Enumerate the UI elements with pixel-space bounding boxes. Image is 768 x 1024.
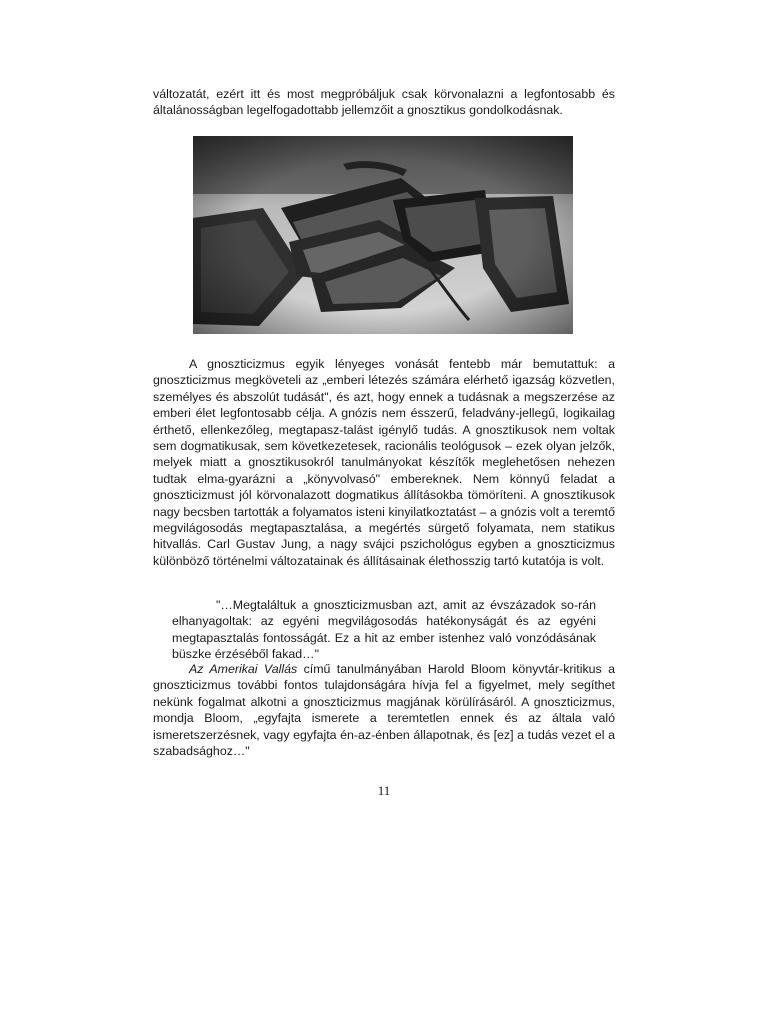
book-title: Az Amerikai Vallás [189,662,298,676]
codices-photograph [193,136,573,334]
intro-text: változatát, ezért itt és most megpróbáljuk csak körvonalazni a legfontosabb és általánosságban legelfogadottabb jellemzőit a gnosztikus gondolkodásnak. [153,87,615,118]
bloom-paragraph [153,661,615,759]
intro-paragraph [153,86,615,119]
main-paragraph [153,356,615,569]
bloom-paragraph-text: című tanulmányában Harold Bloom könyvtár-kritikus a gnoszticizmus további fontos tulajdonságára hívja fel a figyelmet, mely segíthet nekünk fogalmat alkotni a gnoszticizmus magjának körülírásáról. A gnoszticizmus, mondja Bloom, „egyfajta ismerete a teremtetlen ennek és az általa való ismeretszerzésnek, vagy egyfajta én-az-énben állapotnak, és [ez] a tudás vezet el a szabadsághoz…" [153,662,615,759]
quote-text: "…Megtaláltuk a gnoszticizmusban azt, amit az évszázadok so-rán elhanyagoltak: az egyéni megvilágosodás hatékonyságát és az egyéni megtapasztalás fontosságát. Ez a hit az ember istenhez való vonzódásának büszke érzéséből fakad…" [172,598,596,662]
bloom-paragraph-body [153,661,615,759]
main-paragraph-text: A gnoszticizmus egyik lényeges vonását fentebb már bemutattuk: a gnoszticizmus megköveteli az „emberi létezés számára elérhető igazság közvetlen, személyes és abszolút tudását", és azt, hogy ennek a tudásnak a megszerzése az emberi élet legfontosabb célja. A gnózis nem ésszerű, feladvány-jellegű, logikailag érthető, ellenkezőleg, megtapasz-talást igénylő tudás. A gnosztikusok nem voltak sem dogmatikusak, sem következetesek, racionális teológusok – ezek olyan jelzők, melyek miatt a gnosztikusokról tanulmányokat készítők meglehetősen nehezen tudtak elma-gyarázni a „könyvolvasó" embereknek. Nem könnyű feladat a gnoszticizmust jól körvonalazott dogmatikus állításokba tömöríteni. A gnosztikusok nagy becsben tartották a folyamatos isteni kinyilatkoztatást – a gnózis volt a teremtő megvilágosodás megtapasztalása, a megértés sürgető folyamata, nem statikus hitvallás. Carl Gustav Jung, a nagy svájci pszichológus egyben a gnoszticizmus különböző történelmi változatainak és állításainak élethosszig tartó kutatója is volt. [153,357,615,568]
block-quote [172,597,596,663]
page-number: 11 [377,783,391,798]
